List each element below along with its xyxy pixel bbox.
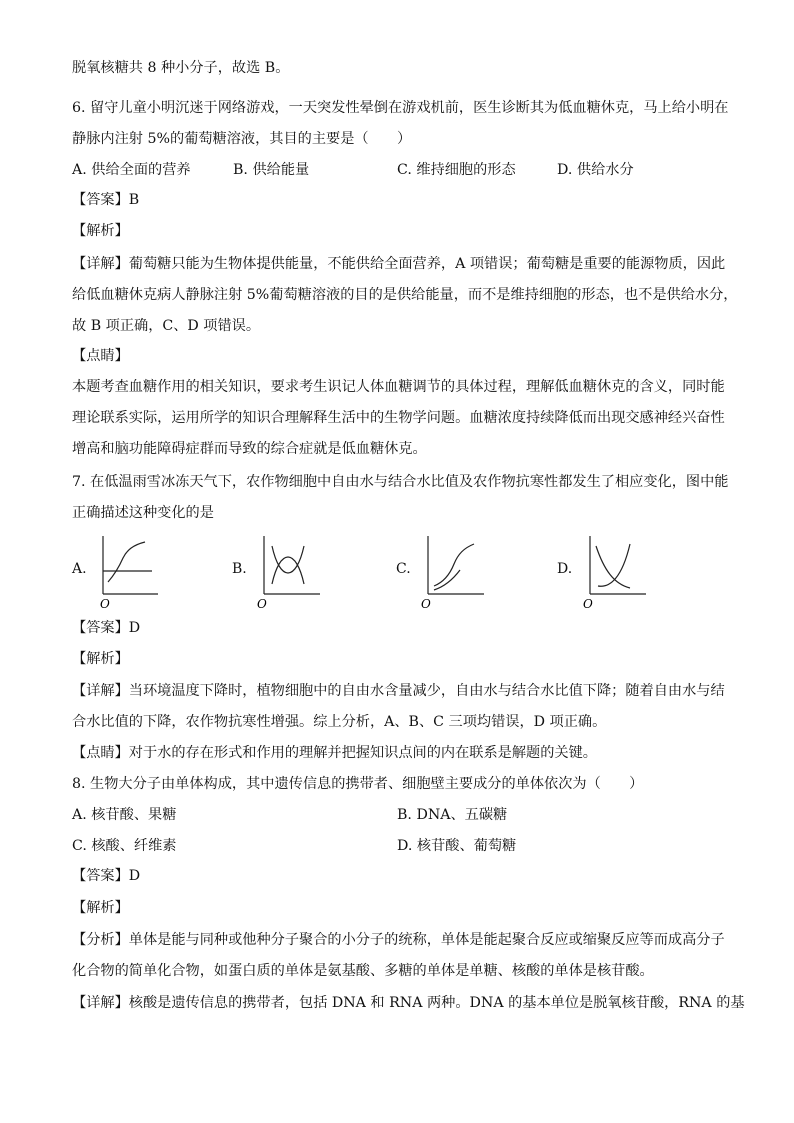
q6-option-c: C. 维持细胞的形态 [397,162,516,178]
origin-label: O [421,597,431,611]
comment-line: 理论联系实际，运用所学的知识合理解释生活中的生物学问题。血糖浓度持续降低而出现交感神经兴奋性 [72,410,725,426]
comment-line: 【点睛】对于水的存在形式和作用的理解并把握知识点间的内在联系是解题的关键。 [72,745,597,761]
comment-line: 本题考查血糖作用的相关知识，要求考生识记人体血糖调节的具体过程，理解低血糖休克的含义，同时能 [72,379,725,395]
explanation-line: 【详解】当环境温度下降时，植物细胞中的自由水含量减少，自由水与结合水比值下降；随着自由水与结 [72,683,725,699]
curve-rising [108,542,145,582]
graph-a [90,534,162,612]
origin-label: O [583,597,593,611]
q8-option-d: D. 核苷酸、葡萄糖 [397,838,517,854]
analysis-line: 【分析】单体是能与同种或他种分子聚合的小分子的统称，单体是能起聚合反应或缩聚反应等而成高分子 [72,932,725,948]
comment-line: 增高和脑功能障碍症群而导致的综合症就是低血糖休克。 [72,441,427,457]
q8-option-a: A. 核苷酸、果糖 [72,807,177,823]
analysis-line: 化合物的简单化合物，如蛋白质的单体是氨基酸、多糖的单体是单糖、核酸的单体是核苷酸。 [72,963,654,979]
graph-c-label: C. [396,561,411,577]
q8-option-b: B. DNA、五碳糖 [397,807,508,823]
curve-rising-lower [434,570,460,590]
curve-rising-upper [434,544,474,586]
explanation-line: 【详解】核酸是遗传信息的携带者，包括 DNA 和 RNA 两种。DNA 的基本单位是脱氧核苷酸，RNA 的基 [72,995,745,1011]
explanation-line: 给低血糖休克病人静脉注射 5%葡萄糖溶液的目的是供给能量，而不是维持细胞的形态，也不是供给水分， [72,287,738,303]
curve-rising [598,544,630,586]
question-7-stem: 正确描述这种变化的是 [72,505,214,521]
origin-label: O [257,597,267,611]
answer-label: 【答案】B [72,192,140,208]
graph-a-label: A. [72,561,87,577]
comment-heading: 【点睛】 [72,348,129,364]
explanation-line: 【详解】葡萄糖只能为生物体提供能量，不能供给全面营养，A 项错误；葡萄糖是重要的能源物质，因此 [72,256,726,272]
q6-option-b: B. 供给能量 [233,162,310,178]
question-8-stem: 8. 生物大分子由单体构成，其中遗传信息的携带者、细胞壁主要成分的单体依次为（ ） [72,776,644,792]
origin-label: O [100,597,110,611]
explanation-line: 合水比值的下降，农作物抗寒性增强。综上分析，A、B、C 三项均错误，D 项正确。 [72,714,607,730]
analysis-heading: 【解析】 [72,651,129,667]
question-6-stem: 静脉内注射 5%的葡萄糖溶液，其目的主要是（ ） [72,131,412,147]
question-7-stem: 7. 在低温雨雪冰冻天气下，农作物细胞中自由水与结合水比值及农作物抗寒性都发生了相应变化，图中能 [72,474,729,490]
answer-label: 【答案】D [72,868,141,884]
answer-label: 【答案】D [72,620,141,636]
analysis-heading: 【解析】 [72,223,129,239]
text-line: 脱氧核糖共 8 种小分子，故选 B。 [72,60,290,76]
graph-b-label: B. [232,561,247,577]
q6-option-a: A. 供给全面的营养 [72,162,191,178]
graph-d-label: D. [557,561,573,577]
q6-option-d: D. 供给水分 [557,162,634,178]
explanation-line: 故 B 项正确，C、D 项错误。 [72,318,261,334]
graph-b [252,534,324,612]
graph-d [578,534,650,612]
q8-option-c: C. 核酸、纤维素 [72,838,177,854]
question-6-stem: 6. 留守儿童小明沉迷于网络游戏，一天突发性晕倒在游戏机前，医生诊断其为低血糖休克，马上给小明在 [72,100,729,116]
analysis-heading: 【解析】 [72,900,129,916]
graph-c [416,534,488,612]
